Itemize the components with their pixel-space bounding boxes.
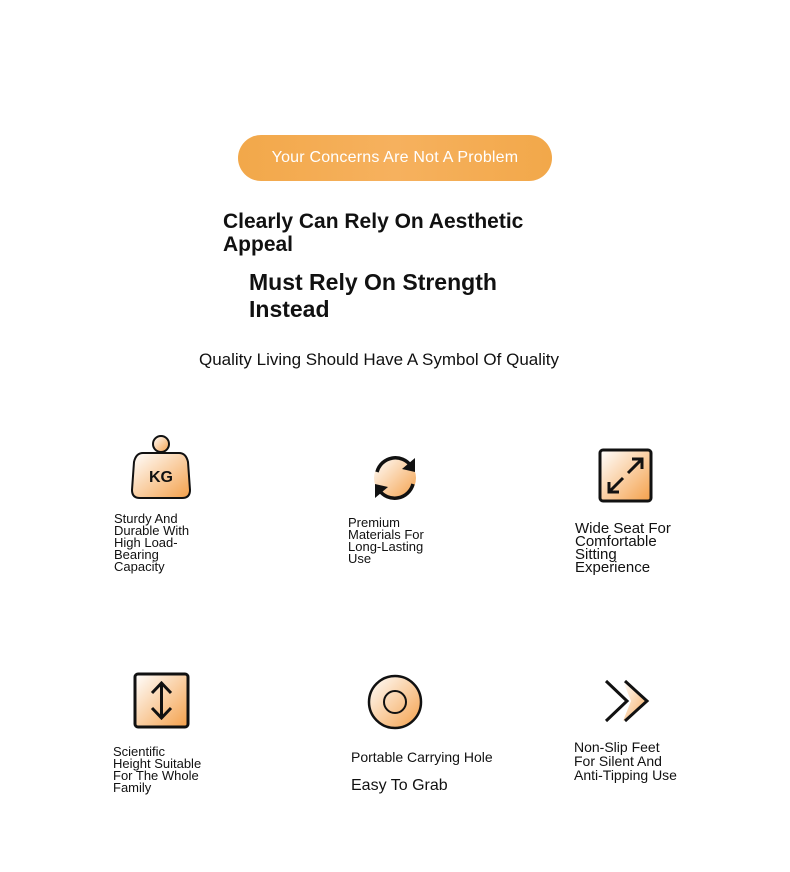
- feature-label-load: Sturdy And Durable With High Load-Bearing Capacity: [114, 511, 190, 574]
- headline-aesthetic: Clearly Can Rely On Aesthetic Appeal: [223, 210, 524, 256]
- carrying-hole-icon: [367, 674, 423, 730]
- feature-sublabel-grab: Easy To Grab: [351, 777, 448, 794]
- concerns-pill-label: Your Concerns Are Not A Problem: [271, 149, 519, 166]
- feature-label-nonslip: Non-Slip Feet For Silent And Anti-Tipping Use: [574, 739, 677, 783]
- feature-label-materials: Premium Materials For Long-Lasting Use: [348, 515, 424, 566]
- weight-kg-icon: [130, 434, 192, 502]
- feature-label-height: Scientific Height Suitable For The Whole Family: [113, 744, 202, 795]
- quality-subline: Quality Living Should Have A Symbol Of Quality: [199, 350, 560, 369]
- kg-icon-text: KG: [149, 469, 173, 486]
- feature-label-wide-seat: Wide Seat For Comfortable Sitting Experience: [575, 520, 671, 576]
- expand-arrows-icon: [598, 448, 653, 503]
- concerns-pill: [238, 135, 552, 181]
- headline-strength: Must Rely On Strength Instead: [249, 269, 497, 322]
- double-chevron-icon: [603, 678, 653, 724]
- feature-label-carrying: Portable Carrying Hole: [351, 749, 493, 765]
- refresh-cycle-icon: [369, 452, 421, 504]
- height-adjust-icon: [133, 672, 190, 729]
